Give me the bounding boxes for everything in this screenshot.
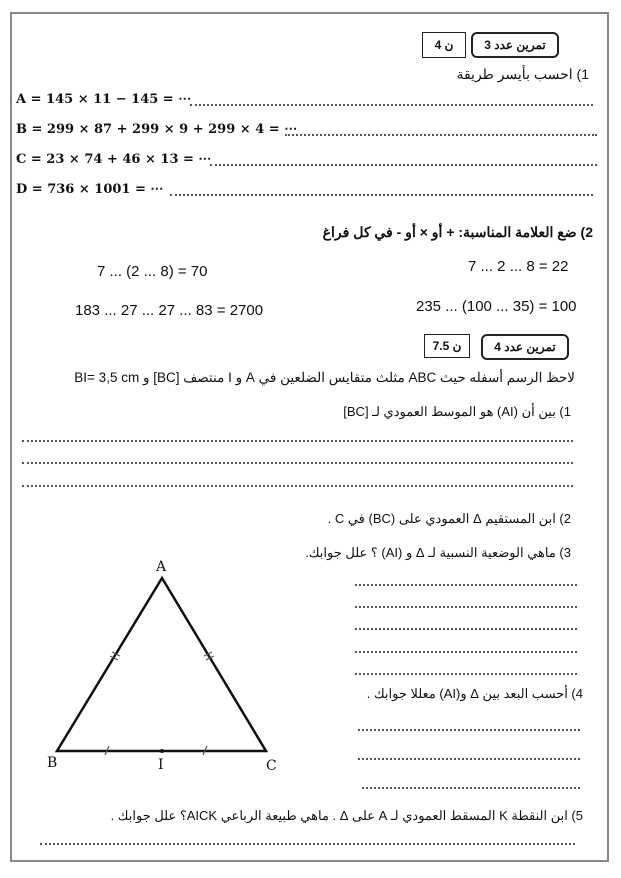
fill-expression: 7 ... 2 ... 8 = 22 bbox=[468, 258, 569, 275]
exercise3-q1: 1) احسب بأيسر طريقة bbox=[456, 66, 589, 82]
exercise4-statement: لاحظ الرسم أسفله حيث ABC مثلث متقايس الضلعين في A و I منتصف [BC] و BI= 3,5 cm bbox=[74, 370, 575, 385]
fill-expression: 183 ... 27 ... 27 ... 83 = 2700 bbox=[75, 302, 264, 319]
fill-expression: 7 ... (2 ... 8) = 70 bbox=[97, 263, 208, 280]
label-i: I bbox=[158, 757, 164, 773]
exercise4-q5: 5) ابن النقطة K المسقط العمودي لـ A على Δ . ماهي طبيعة الرباعي AICK؟ علل جوابك . bbox=[110, 808, 583, 823]
equal-marks bbox=[105, 652, 214, 755]
exercise3-q2: 2) ضع العلامة المناسبة: + أو × أو - في كل فراغ bbox=[322, 224, 593, 240]
expression-a: A = 145 × 11 − 145 = ⋯ bbox=[16, 92, 192, 107]
label-c: C bbox=[266, 758, 277, 774]
exercise4-title: تمرين عدد 4 bbox=[481, 334, 569, 360]
exercise4-q3: 3) ماهي الوضعية النسبية لـ Δ و (AI) ؟ علل جوابك. bbox=[305, 545, 571, 560]
triangle-abc bbox=[57, 578, 266, 751]
label-b: B bbox=[47, 755, 58, 771]
exercise4-q2: 2) ابن المستقيم Δ العمودي على (BC) في C . bbox=[327, 511, 571, 526]
exercise4-q4: 4) أحسب البعد بين Δ و(AI) معللا جوابك . bbox=[366, 686, 583, 701]
exercise4-q1: 1) بين أن (AI) هو الموسط العمودي لـ [BC] bbox=[343, 404, 571, 419]
label-a: A bbox=[156, 559, 167, 575]
exercise3-title: تمرين عدد 3 bbox=[471, 32, 559, 58]
expression-c: C = 23 × 74 + 46 × 13 = ⋯ bbox=[16, 152, 212, 167]
fill-expression: 235 ... (100 ... 35) = 100 bbox=[416, 298, 577, 315]
expression-b: B = 299 × 87 + 299 × 9 + 299 × 4 = ⋯ bbox=[16, 122, 298, 137]
exercise4-points: 7.5 ن bbox=[424, 334, 470, 358]
expression-d: D = 736 × 1001 = ⋯ bbox=[16, 182, 164, 197]
point-i bbox=[160, 749, 164, 753]
exercise3-points: 4 ن bbox=[422, 32, 466, 58]
